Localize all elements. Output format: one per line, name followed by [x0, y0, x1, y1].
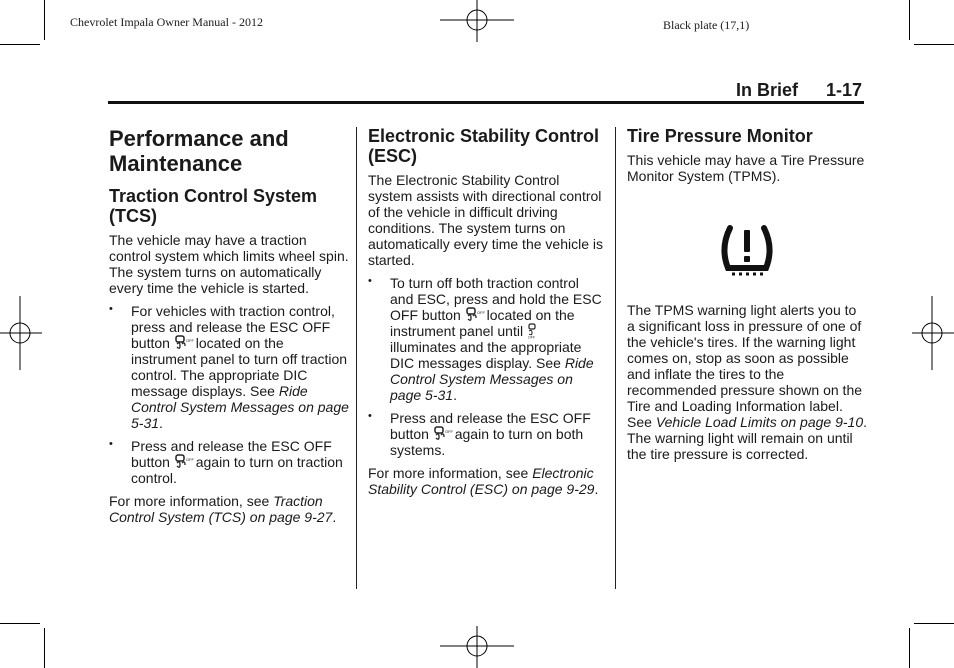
page-title: Performance and Maintenance: [109, 126, 289, 176]
step-text: again to turn on both systems.: [390, 426, 584, 458]
section-header: [736, 80, 862, 101]
esc-steps: [368, 275, 606, 458]
crop-mark: [914, 44, 954, 45]
cross-reference[interactable]: Ride Control System Messages on page 5-31: [131, 383, 349, 431]
tpms-body-text: The TPMS warning light alerts you to a significant loss in pressure of one of the vehicle's tires. If the warning light comes on, stop as soon as possible and inflate the tires to the recommended pressure shown on the Tire and Loading Information label. See: [627, 302, 863, 430]
list-item: [109, 438, 349, 486]
tcs-intro: The vehicle may have a traction control system which limits wheel spin. The system turns on automatically every time the vehicle is started.: [109, 232, 349, 296]
tpms-body: [627, 302, 867, 462]
plate-label: Black plate (17,1): [663, 18, 750, 32]
registration-mark-top: [440, 0, 514, 42]
crop-mark: [909, 0, 910, 40]
crop-mark: [44, 628, 45, 668]
tcs-steps: [109, 303, 349, 486]
svg-text:OFF: OFF: [185, 457, 194, 462]
tpms-warning-icon: [720, 222, 774, 280]
esc-off-indicator-icon: [527, 323, 537, 339]
svg-text:OFF: OFF: [476, 310, 485, 315]
esc-heading: Electronic Stability Control (ESC): [368, 126, 600, 166]
step-text: Press and release the ESC OFF button: [131, 438, 332, 470]
tcs-heading: Traction Control System (TCS): [109, 186, 318, 226]
esc-off-icon: [433, 426, 451, 442]
registration-mark-left: [0, 296, 42, 370]
cross-reference[interactable]: Ride Control System Messages on page 5-31: [390, 355, 594, 403]
column-tpms: [627, 126, 867, 462]
column-performance: [109, 126, 349, 525]
svg-text:OFF: OFF: [527, 335, 535, 340]
esc-off-icon: [465, 307, 483, 323]
crop-mark: [0, 623, 40, 624]
step-text: illuminates and the appropriate DIC messages display. See: [390, 339, 582, 371]
step-text: again to turn on traction control.: [131, 454, 343, 486]
crop-mark: [44, 0, 45, 40]
column-esc: [368, 126, 606, 497]
tpms-body-text: . The warning light will remain on until the tire pressure is corrected.: [627, 414, 867, 462]
more-info-text: For more information, see: [109, 493, 270, 509]
crop-mark: [914, 623, 954, 624]
cross-reference[interactable]: Traction Control System (TCS) on page 9-27: [109, 493, 333, 525]
list-item: • For vehicles with traction control, press and release the ESC OFF button OFF located on the instrument panel to turn off traction control. The appropriate DIC message displays. See Ride Control System Messages on page 5-31.: [109, 303, 349, 431]
cross-reference[interactable]: Vehicle Load Limits on page 9-10: [655, 414, 864, 430]
cross-reference[interactable]: Electronic Stability Control (ESC) on page 9-29: [368, 465, 595, 497]
svg-text:OFF: OFF: [444, 429, 453, 434]
column-divider: [356, 127, 357, 589]
tpms-heading: Tire Pressure Monitor: [627, 126, 813, 146]
step-text: located on the instrument panel to turn off traction control. The appropriate DIC message displays. See: [131, 335, 348, 399]
more-info: For more information, see Traction Control System (TCS) on page 9-27.: [109, 493, 337, 525]
header-rule: [108, 101, 864, 104]
list-item: • To turn off both traction control and ESC, press and hold the ESC OFF button OFF located on the instrument panel until OFF illuminates and the appropriate DIC messages display. See Ride Control System Messages on page 5-31.: [368, 275, 606, 403]
step-text: located on the instrument panel until: [390, 307, 575, 339]
crop-mark: [909, 628, 910, 668]
registration-mark-bottom: [440, 626, 514, 668]
more-info-text: For more information, see: [368, 465, 529, 481]
step-text: Press and release the ESC OFF button: [390, 410, 591, 442]
tpms-intro: This vehicle may have a Tire Pressure Monitor System (TPMS).: [627, 152, 865, 184]
svg-text:OFF: OFF: [185, 338, 194, 343]
esc-off-icon: [174, 454, 192, 470]
column-divider: [615, 127, 616, 589]
step-text: To turn off both traction control and ESC, press and hold the ESC OFF button: [390, 275, 602, 323]
list-item: [368, 410, 606, 458]
registration-mark-right: [912, 296, 954, 370]
section-name: In Brief: [735, 80, 798, 100]
page-number: 1-17: [825, 80, 862, 100]
document-title: Chevrolet Impala Owner Manual - 2012: [70, 15, 263, 29]
crop-mark: [0, 44, 40, 45]
more-info: For more information, see Electronic Stability Control (ESC) on page 9-29.: [368, 465, 599, 497]
step-text: For vehicles with traction control, press and release the ESC OFF button: [131, 303, 335, 351]
esc-intro: The Electronic Stability Control system assists with directional control of the vehicle in difficult driving conditions. The system turns on automatically every time the vehicle is started.: [368, 172, 603, 268]
esc-off-icon: [174, 335, 192, 351]
